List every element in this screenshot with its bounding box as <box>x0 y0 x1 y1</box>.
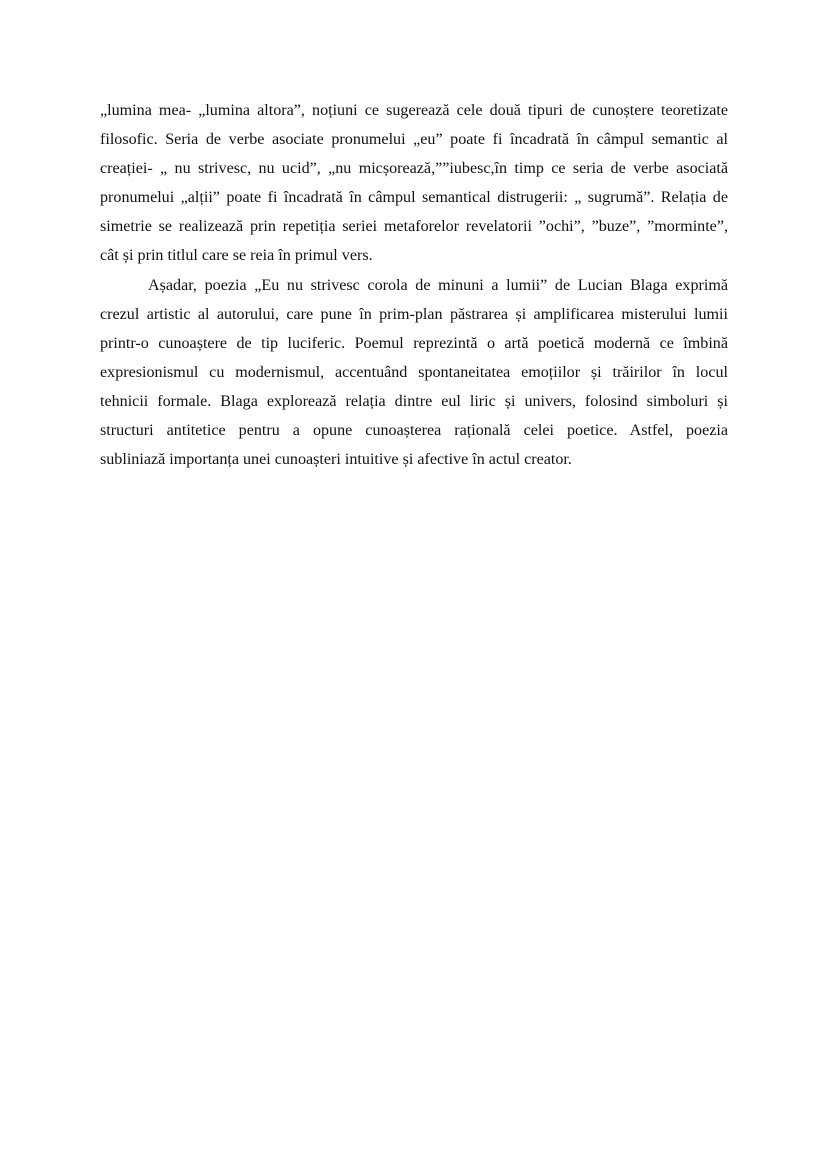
paragraph-1-line: „lumina mea- „lumina altora”, noțiuni ce sugerează cele două tipuri de cunoștere teoretizate <box>100 102 728 119</box>
paragraph-1 <box>100 96 728 271</box>
paragraph-1-line: cât și prin titlul care se reia în primul vers. <box>100 247 373 265</box>
paragraph-2-line: tehnicii formale. Blaga explorează relația dintre eul liric și univers, folosind simboluri și <box>100 392 728 410</box>
paragraph-1-line: pronumelui „alții” poate fi încadrată în câmpul semantical distrugerii: „ sugrumă”. Relația de <box>100 189 728 207</box>
paragraph-2-line: printr-o cunoaștere de tip luciferic. Poemul reprezintă o artă poetică modernă ce îmbină <box>100 334 728 352</box>
paragraph-1-line: simetrie se realizează prin repetiția seriei metaforelor revelatorii ”ochi”, ”buze”, ”morminte”, <box>100 218 728 236</box>
paragraph-2 <box>100 271 728 475</box>
text-body <box>100 96 728 474</box>
paragraph-2-line: crezul artistic al autorului, care pune în prim-plan păstrarea și amplificarea misterului lumii <box>100 305 728 323</box>
paragraph-1-line: creației- „ nu strivesc, nu ucid”, „nu micșorează,””iubesc,în timp ce seria de verbe asociată <box>100 160 728 178</box>
paragraph-2-line: expresionismul cu modernismul, accentuând spontaneitatea emoțiilor și trăirilor în locul <box>100 363 728 381</box>
paragraph-2-line: subliniază importanța unei cunoașteri intuitive și afective în actul creator. <box>100 451 572 469</box>
paragraph-2-line: Așadar, poezia „Eu nu strivesc corola de minuni a lumii” de Lucian Blaga exprimă <box>148 276 728 294</box>
paragraph-1-line: filosofic. Seria de verbe asociate pronumelui „eu” poate fi încadrată în câmpul semantic al <box>100 131 728 149</box>
paragraph-2-line: structuri antitetice pentru a opune cunoașterea rațională celei poetice. Astfel, poezia <box>100 422 728 440</box>
